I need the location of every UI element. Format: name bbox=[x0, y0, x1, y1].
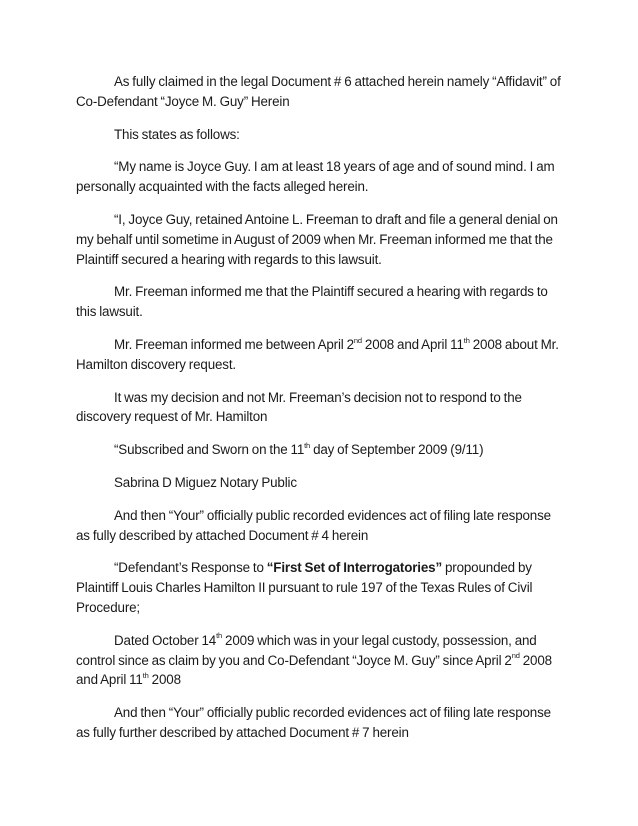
paragraph-hearing-secured: Mr. Freeman informed me that the Plaintiff secured a hearing with regards to this lawsuit. bbox=[76, 284, 548, 320]
paragraph-subscribed-sworn bbox=[76, 440, 566, 460]
text-segment: 2008 about Mr. Hamilton discovery request. bbox=[76, 336, 559, 372]
ordinal-suffix: nd bbox=[353, 335, 362, 345]
paragraph-dated-october bbox=[76, 631, 566, 690]
paragraph-affidavit-claim: As fully claimed in the legal Document # 6 attached herein namely “Affidavit” of Co-Defendant “Joyce M. Guy” Herein bbox=[76, 74, 561, 109]
ordinal-suffix: nd bbox=[511, 651, 520, 661]
document-body bbox=[76, 72, 566, 756]
text-segment: “Subscribed and Sworn on the 11 bbox=[114, 442, 305, 458]
text-segment: 2008 bbox=[148, 672, 181, 688]
text-segment: 2008 and April 11 bbox=[76, 652, 552, 688]
text-segment: 2008 and April 11 bbox=[361, 336, 464, 352]
text-segment: Mr. Freeman informed me between April 2 bbox=[114, 336, 354, 352]
text-segment: Dated October 14 bbox=[114, 632, 217, 648]
paragraph-retained-freeman: “I, Joyce Guy, retained Antoine L. Freeman to draft and file a general denial on my behalf until sometime in August of 2009 when Mr. Freeman informed me that the Plaintiff secured a hearing with regards to this lawsuit. bbox=[76, 211, 558, 267]
text-segment: 2009 which was in your legal custody, possession, and control since as claim by you and Co-Defendant “Joyce M. Guy” since April 2 bbox=[76, 632, 537, 668]
ordinal-suffix: th bbox=[142, 670, 149, 680]
paragraph-defendants-response bbox=[76, 558, 566, 617]
paragraph-name-statement: “My name is Joyce Guy. I am at least 18 years of age and of sound mind. I am personally acquainted with the facts alleged herein. bbox=[76, 159, 555, 195]
paragraph-discovery-dates bbox=[76, 335, 566, 375]
text-segment: “Defendant’s Response to bbox=[114, 560, 267, 576]
ordinal-suffix: th bbox=[463, 335, 470, 345]
text-segment: day of September 2009 (9/11) bbox=[310, 442, 484, 458]
paragraph-decision-not-respond: It was my decision and not Mr. Freeman’s decision not to respond to the discovery request of Mr. Hamilton bbox=[76, 389, 522, 425]
ordinal-suffix: th bbox=[304, 440, 311, 450]
paragraph-document-7: And then “Your” officially public recorded evidences act of filing late response as fully further described by attached Document # 7 herein bbox=[76, 705, 551, 740]
paragraph-document-4: And then “Your” officially public recorded evidences act of filing late response as fully described by attached Document # 4 herein bbox=[76, 507, 551, 543]
paragraph-states-as-follows: This states as follows: bbox=[114, 126, 240, 142]
ordinal-suffix: th bbox=[216, 631, 223, 641]
paragraph-notary: Sabrina D Miguez Notary Public bbox=[114, 474, 297, 490]
text-segment: propounded by Plaintiff Louis Charles Hamilton II pursuant to rule 197 of the Texas Rules of Civil Procedure; bbox=[76, 560, 533, 615]
bold-title: “First Set of Interrogatories” bbox=[266, 560, 443, 576]
